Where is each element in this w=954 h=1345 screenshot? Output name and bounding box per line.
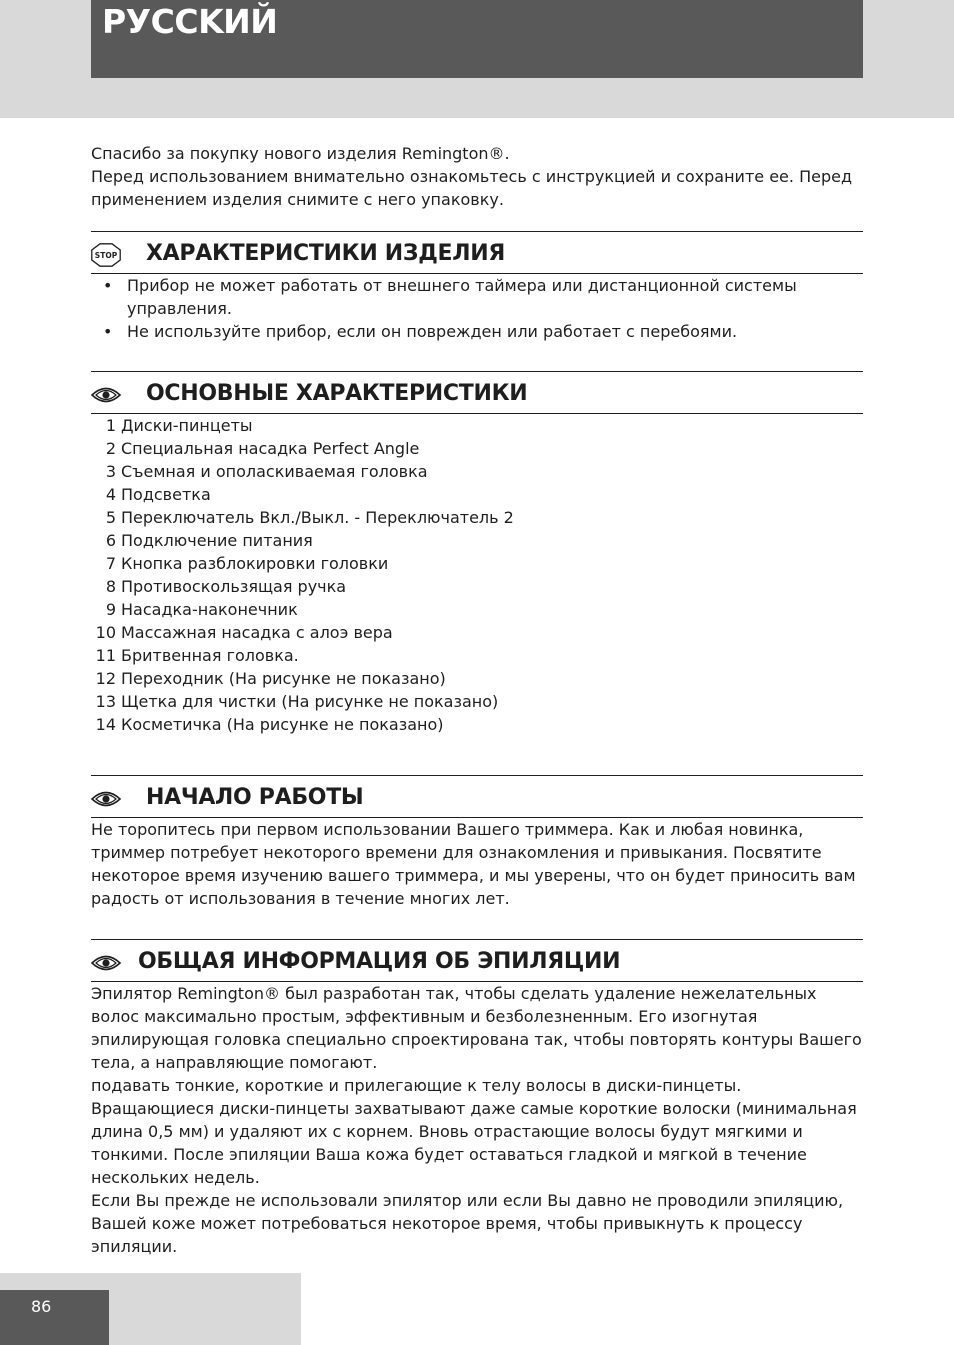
section-header xyxy=(91,371,863,414)
section-title: ОСНОВНЫЕ ХАРАКТЕРИСТИКИ xyxy=(146,381,528,406)
section-title: ОБЩАЯ ИНФОРМАЦИЯ ОБ ЭПИЛЯЦИИ xyxy=(138,949,621,974)
section-title: ХАРАКТЕРИСТИКИ ИЗДЕЛИЯ xyxy=(146,241,505,266)
list-item: 12 Переходник (На рисунке не показано) xyxy=(95,669,446,688)
epilation-paragraph: Эпилятор Remington® был разработан так, чтобы сделать удаление нежелательных волос максимально простым, эффективным и безболезненным. Его изогнутая эпилирующая головка специально спроектирована так, чтобы повторять контуры Вашего тела, а направляющие помогают. xyxy=(91,984,862,1072)
eye-icon xyxy=(91,383,121,407)
section-title: НАЧАЛО РАБОТЫ xyxy=(146,785,364,810)
list-item: 8 Противоскользящая ручка xyxy=(105,577,347,596)
intro-line-2: Перед использованием внимательно ознакомьтесь с инструкцией и сохраните ее. Перед применением изделия снимите с него упаковку. xyxy=(91,167,852,209)
getting-started-text: Не торопитесь при первом использовании Вашего триммера. Как и любая новинка, триммер потребует некоторого времени для ознакомления и привыкания. Посвятите некоторое время изучению вашего триммера, и мы уверены, что он будет приносить вам радость от использования в течение многих лет. xyxy=(91,820,856,908)
list-item: 7 Кнопка разблокировки головки xyxy=(105,554,389,573)
language-title: PУCCKИЙ xyxy=(102,2,278,41)
section-getting-started xyxy=(91,775,863,910)
section-main-features xyxy=(91,371,863,736)
eye-icon xyxy=(91,787,121,811)
section-header xyxy=(91,775,863,818)
epilation-paragraph: подавать тонкие, короткие и прилегающие к телу волосы в диски-пинцеты. xyxy=(91,1076,742,1095)
list-item: • Прибор не может работать от внешнего таймера или дистанционной системы управления. xyxy=(103,276,797,318)
parts-list xyxy=(91,414,863,736)
page-number: 86 xyxy=(31,1297,52,1316)
list-item: 2 Специальная насадка Perfect Angle xyxy=(105,439,420,458)
section-header xyxy=(91,939,863,982)
list-item: 9 Насадка-наконечник xyxy=(105,600,298,619)
language-banner xyxy=(91,0,863,78)
eye-icon xyxy=(91,951,121,975)
list-item: 13 Щетка для чистки (На рисунке не показано) xyxy=(95,692,499,711)
list-item: 14 Косметичка (На рисунке не показано) xyxy=(95,715,444,734)
list-item: 5 Переключатель Вкл./Выкл. - Переключатель 2 xyxy=(105,508,514,527)
list-item: 1 Диски-пинцеты xyxy=(105,416,253,435)
list-item: • Не используйте прибор, если он поврежден или работает с перебоями. xyxy=(103,322,738,341)
section-product-characteristics xyxy=(91,231,863,343)
epilation-paragraph: Вращающиеся диски-пинцеты захватывают даже самые короткие волоски (минимальная длина 0,5 мм) и удаляют их с корнем. Вновь отрастающие волосы будут мягкими и тонкими. После эпиляции Ваша кожа будет оставаться гладкой и мягкой в течение нескольких недель. xyxy=(91,1099,857,1187)
page-number-box xyxy=(0,1290,109,1345)
stop-sign-label: STOP xyxy=(94,251,118,260)
intro-line-1: Спасибо за покупку нового изделия Remington®. xyxy=(91,144,510,163)
list-item: 10 Массажная насадка с алоэ вера xyxy=(95,623,393,642)
section-epilation-info xyxy=(91,939,863,1258)
list-item: 4 Подсветка xyxy=(105,485,211,504)
safety-list xyxy=(91,274,863,343)
list-item: 6 Подключение питания xyxy=(105,531,313,550)
header-band xyxy=(0,0,954,118)
intro xyxy=(91,142,863,211)
epilation-paragraph: Если Вы прежде не использовали эпилятор или если Вы давно не проводили эпиляцию, Вашей коже может потребоваться некоторое время, чтобы привыкнуть к процессу эпиляции. xyxy=(91,1191,844,1256)
list-item: 3 Съемная и ополаскиваемая головка xyxy=(105,462,428,481)
section-header xyxy=(91,231,863,274)
stop-sign-icon xyxy=(91,243,121,267)
list-item: 11 Бритвенная головка. xyxy=(95,646,299,665)
